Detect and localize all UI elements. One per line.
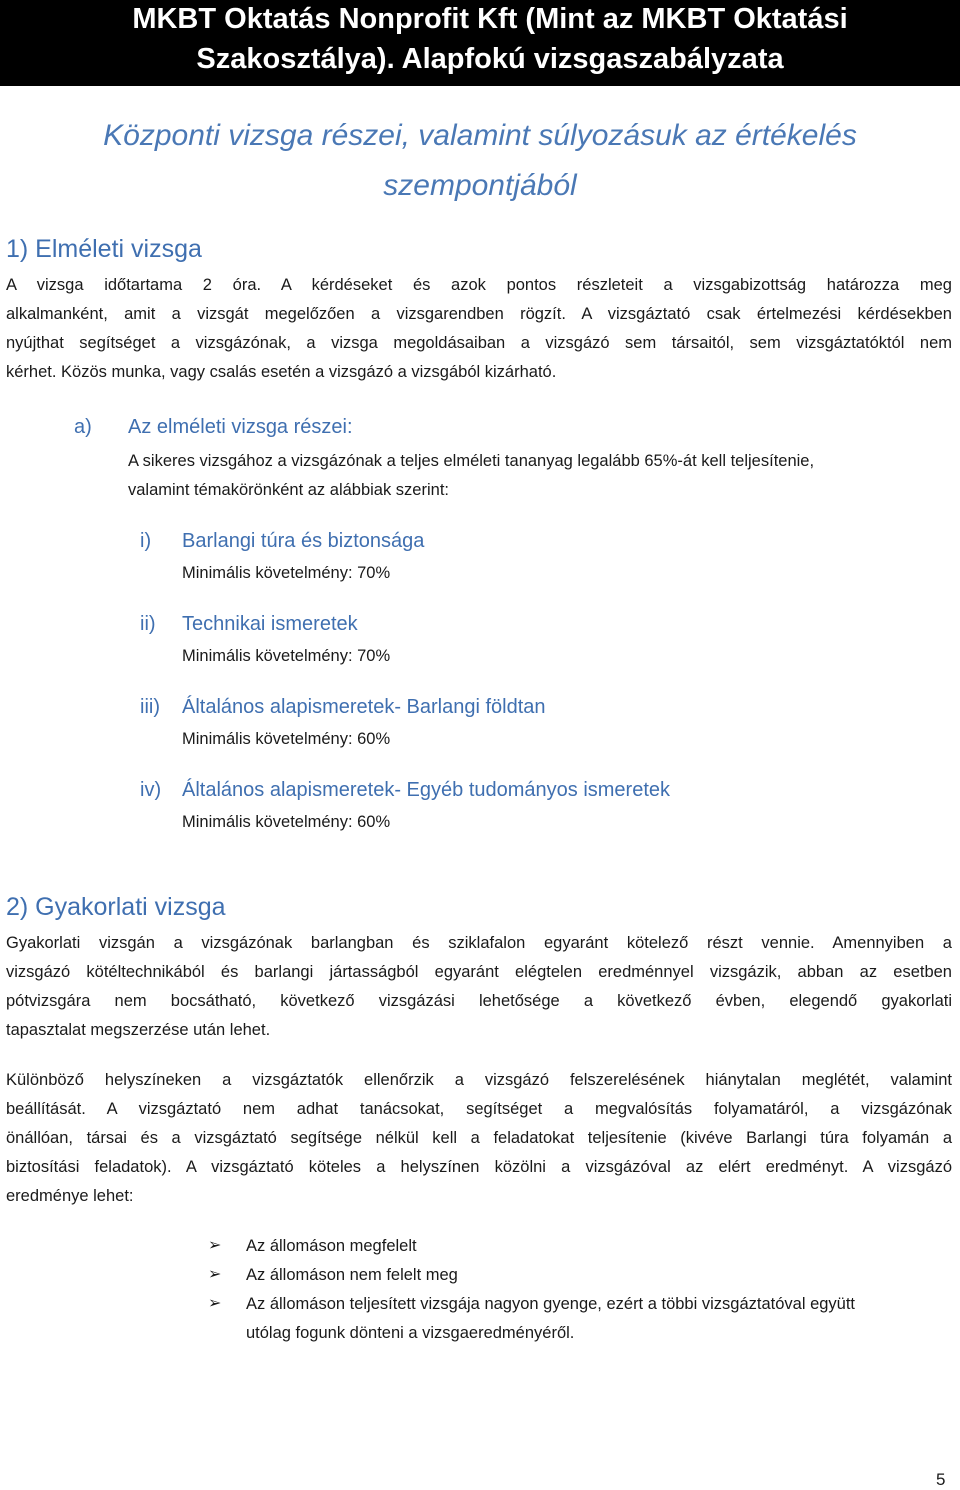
paragraph-line: A vizsga időtartama 2 óra. A kérdéseket és azok pontos részleteit a vizsgabizottság határozza meg bbox=[6, 276, 952, 294]
result-option-line: utólag fogunk dönteni a vizsgaeredményéről. bbox=[246, 1324, 575, 1342]
item-ii-requirement: Minimális követelmény: 70% bbox=[182, 647, 391, 665]
arrow-bullet-icon: ➢ bbox=[208, 1237, 222, 1254]
item-i-title: Barlangi túra és biztonsága bbox=[182, 530, 425, 552]
item-iv-title: Általános alapismeretek- Egyéb tudományos ismeretek bbox=[182, 779, 671, 801]
section-2-paragraph-2 bbox=[6, 1066, 952, 1211]
page-number: 5 bbox=[936, 1470, 946, 1489]
subsection-a-text bbox=[128, 447, 928, 505]
main-heading-line-1: Központi vizsga részei, valamint súlyozásuk az értékelés bbox=[103, 119, 857, 152]
item-iv-requirement: Minimális követelmény: 60% bbox=[182, 813, 391, 831]
paragraph-line: pótvizsgára nem bocsátható, következő vizsgázási lehetősége a következő évben, elegendő gyakorlati bbox=[6, 992, 952, 1010]
item-iii-title: Általános alapismeretek- Barlangi földtan bbox=[182, 696, 546, 718]
paragraph-line: kérhet. Közös munka, vagy csalás esetén a vizsgázó a vizsgából kizárható. bbox=[6, 363, 557, 381]
paragraph-line: biztosítási feladatok). A vizsgáztató köteles a helyszínen közölni a vizsgázóval az elért eredményt. A vizsgázó bbox=[6, 1158, 952, 1176]
paragraph-line: önállóan, társai és a vizsgáztató segítsége nélkül kell a feladatokat teljesítenie (kivéve Barlangi túra folyamán a bbox=[6, 1129, 952, 1147]
section-2-paragraph-1 bbox=[6, 929, 952, 1045]
main-heading-line-2: szempontjából bbox=[383, 169, 577, 202]
result-option-line: Az állomáson teljesített vizsgája nagyon gyenge, ezért a többi vizsgáztatóval együtt bbox=[246, 1295, 856, 1313]
section-1-paragraph bbox=[6, 271, 952, 387]
result-option bbox=[246, 1290, 952, 1348]
item-ii-title: Technikai ismeretek bbox=[182, 613, 358, 635]
paragraph-line: Különböző helyszíneken a vizsgáztatók ellenőrzik a vizsgázó felszerelésének hiánytalan meglétét, valamint bbox=[6, 1071, 952, 1089]
subsection-a-marker: a) bbox=[74, 416, 92, 438]
subsection-text-line: A sikeres vizsgához a vizsgázónak a teljes elméleti tananyag legalább 65%-át kell teljesítenie, bbox=[128, 452, 815, 470]
paragraph-line: Gyakorlati vizsgán a vizsgázónak barlangban és sziklafalon egyaránt kötelező részt vennie. Amennyiben a bbox=[6, 934, 952, 952]
result-option: Az állomáson nem felelt meg bbox=[246, 1266, 458, 1284]
item-ii-marker: ii) bbox=[140, 613, 156, 635]
arrow-bullet-icon: ➢ bbox=[208, 1266, 222, 1283]
paragraph-line: nyújthat segítséget a vizsgázónak, a vizsga megoldásaiban a vizsgázó sem társaitól, sem vizsgáztatóktól nem bbox=[6, 334, 952, 352]
result-option: Az állomáson megfelelt bbox=[246, 1237, 417, 1255]
section-1-title: 1) Elméleti vizsga bbox=[6, 235, 202, 263]
item-iv-marker: iv) bbox=[140, 779, 162, 801]
paragraph-line: tapasztalat megszerzése után lehet. bbox=[6, 1021, 271, 1039]
document-header bbox=[0, 0, 960, 86]
header-title-line-2: Szakosztálya). Alapfokú vizsgaszabályzata bbox=[196, 43, 784, 75]
header-title-line-1: MKBT Oktatás Nonprofit Kft (Mint az MKBT Oktatási bbox=[132, 3, 848, 35]
item-i-requirement: Minimális követelmény: 70% bbox=[182, 564, 391, 582]
paragraph-line: vizsgázó kötéltechnikából és barlangi jártasságból egyaránt elégtelen eredménnyel vizsgázik, abban az esetben bbox=[6, 963, 952, 981]
paragraph-line: beállítását. A vizsgáztató nem adhat tanácsokat, segítséget a megvalósítás folyamatáról, a vizsgázónak bbox=[6, 1100, 952, 1118]
paragraph-line: eredménye lehet: bbox=[6, 1187, 134, 1205]
arrow-bullet-icon: ➢ bbox=[208, 1295, 222, 1312]
item-iii-requirement: Minimális követelmény: 60% bbox=[182, 730, 391, 748]
paragraph-line: alkalmanként, amit a vizsgát megelőzően a vizsgarendben rögzít. A vizsgáztató csak értelmezési kérdésekben bbox=[6, 305, 952, 323]
item-i-marker: i) bbox=[140, 530, 152, 552]
item-iii-marker: iii) bbox=[140, 696, 160, 718]
subsection-a-title: Az elméleti vizsga részei: bbox=[128, 416, 353, 438]
subsection-text-line: valamint témakörönként az alábbiak szerint: bbox=[128, 481, 449, 499]
section-2-title: 2) Gyakorlati vizsga bbox=[6, 893, 226, 921]
